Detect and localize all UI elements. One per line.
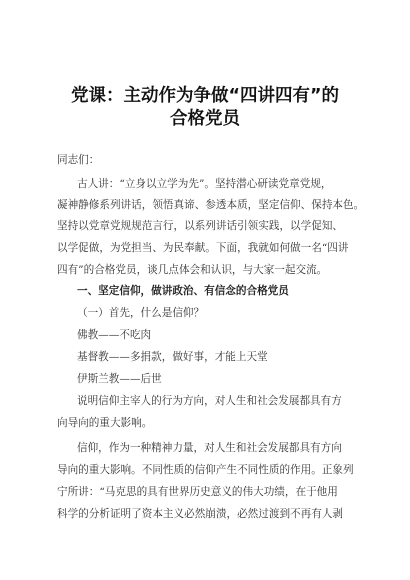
greeting: 同志们： (57, 154, 100, 166)
paragraph-1-line-2: 凝神静修系列讲话，领悟真谛、参透本质，坚定信仰、保持本色。 (57, 199, 365, 211)
paragraph-1-line-3: 坚持以党章党规规范言行，以系列讲话引领实践，以学促知、 (57, 220, 344, 232)
paragraph-2-line-2: 向导向的重大影响。 (57, 417, 153, 429)
paragraph-3-line-2: 导向的重大影响。不同性质的信仰产生不同性质的作用。正象列 (57, 464, 354, 476)
list-item: 基督教——多捐款，做好事，才能上天堂 (77, 351, 268, 363)
list-item: 佛教——不吃肉 (77, 329, 152, 341)
document-title-line-2: 合格党员 (170, 109, 240, 129)
paragraph-1-line-4: 以学促做，为党担当、为民奉献。下面，我就如何做一名“四讲 (57, 242, 349, 254)
subsection-1-heading: （一）首先，什么是信仰？ (77, 307, 205, 319)
list-item: 伊斯兰教——后世 (77, 373, 162, 385)
paragraph-3-line-4: 科学的分析证明了资本主义必然崩溃，必然过渡到不再有人剥 (57, 508, 344, 520)
paragraph-2-line-1: 说明信仰主宰人的行为方向，对人生和社会发展都具有方 (77, 395, 342, 407)
paragraph-3-line-3: 宁所讲：“马克思的具有世界历史意义的伟大功绩，在于他用 (57, 486, 338, 498)
paragraph-1-line-1: 古人讲：“立身以立学为先”。坚持潜心研读党章党规， (77, 178, 332, 190)
section-1-heading: 一、坚定信仰，做讲政治、有信念的合格党员 (77, 285, 289, 297)
paragraph-1-line-5: 四有”的合格党员，谈几点体会和认识，与大家一起交流。 (57, 264, 328, 276)
paragraph-3-line-1: 信仰，作为一种精神力量，对人生和社会发展都具有方向 (77, 442, 342, 454)
document-title-line-1: 党课：主动作为争做“四讲四有”的 (70, 86, 339, 106)
